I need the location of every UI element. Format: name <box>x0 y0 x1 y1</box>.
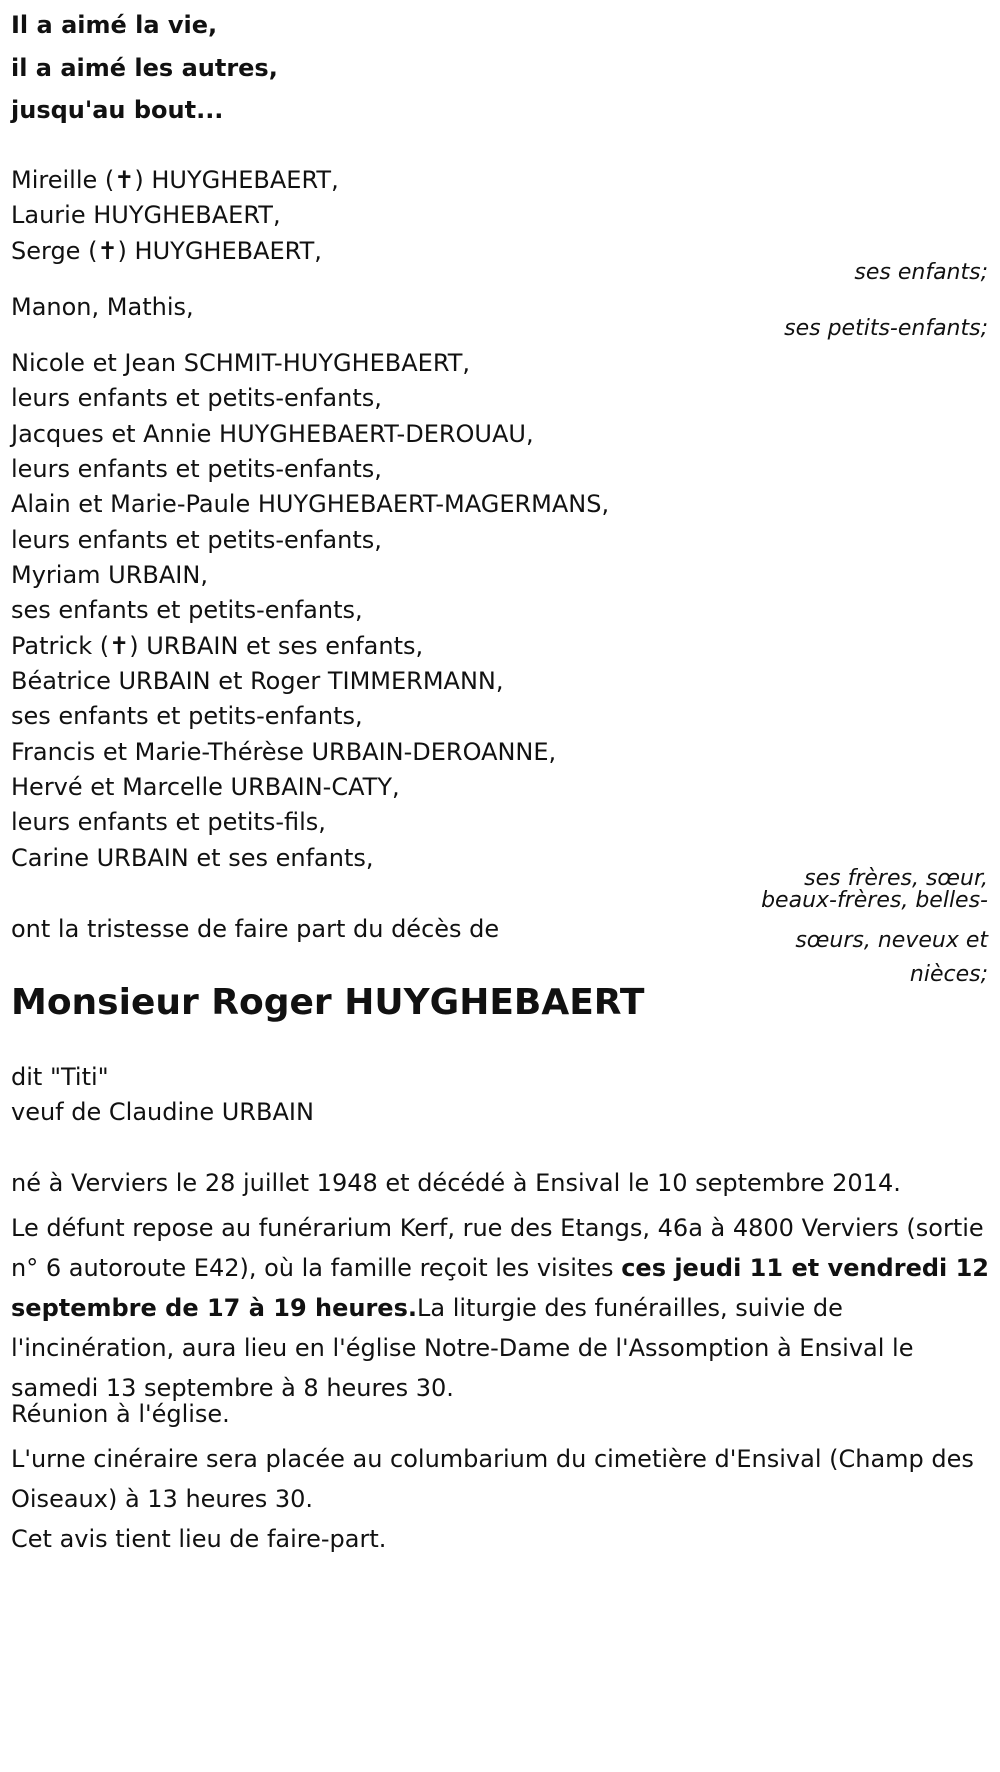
sibling-line: ses enfants et petits-enfants, <box>11 596 363 624</box>
grandchildren-role: ses petits-enfants; <box>784 316 988 341</box>
sibling-line: Béatrice URBAIN et Roger TIMMERMANN, <box>11 667 504 695</box>
sibling-line: ses enfants et petits-enfants, <box>11 702 363 730</box>
widower-of: veuf de Claudine URBAIN <box>11 1098 314 1126</box>
siblings-role-line: nièces; <box>909 962 988 987</box>
motto-line-2: il a aimé les autres, <box>11 54 278 82</box>
sibling-line: Carine URBAIN et ses enfants, <box>11 844 374 872</box>
nickname: dit "Titi" <box>11 1063 109 1091</box>
deceased-name: Monsieur Roger HUYGHEBAERT <box>11 982 645 1023</box>
sibling-line: Patrick (✝) URBAIN et ses enfants, <box>11 632 424 660</box>
sibling-line: Myriam URBAIN, <box>11 561 208 589</box>
child-name: Laurie HUYGHEBAERT, <box>11 201 281 229</box>
child-name: Mireille (✝) HUYGHEBAERT, <box>11 166 339 194</box>
children-role: ses enfants; <box>854 260 988 285</box>
funeral-details-paragraph <box>11 1208 991 1408</box>
grandchildren-names: Manon, Mathis, <box>11 293 194 321</box>
sibling-line: Jacques et Annie HUYGHEBAERT-DEROUAU, <box>11 420 534 448</box>
sibling-line: leurs enfants et petits-fils, <box>11 808 326 836</box>
sibling-line: leurs enfants et petits-enfants, <box>11 526 382 554</box>
motto-line-3: jusqu'au bout... <box>11 96 224 124</box>
siblings-role-line: ses frères, sœur, <box>804 866 988 891</box>
urn-text: L'urne cinéraire sera placée au columbarium du cimetière d'Ensival (Champ des Oiseaux) à 13 heures 30. <box>11 1445 974 1513</box>
visiting-hours: ces jeudi 11 et vendredi 12 septembre de 17 à 19 heures. <box>11 1254 990 1322</box>
sibling-line: Francis et Marie-Thérèse URBAIN-DEROANNE, <box>11 738 557 766</box>
meeting-text: Réunion à l'église. <box>11 1400 230 1428</box>
sibling-line: leurs enfants et petits-enfants, <box>11 455 382 483</box>
birth-death-text: né à Verviers le 28 juillet 1948 et décédé à Ensival le 10 septembre 2014. <box>11 1169 901 1197</box>
funeral-intro: Le défunt repose au funérarium Kerf, rue des Etangs, 46a à 4800 Verviers (sortie n° 6 autoroute E42), où la famille reçoit les visites <box>11 1214 984 1282</box>
notice-text: Cet avis tient lieu de faire-part. <box>11 1525 387 1553</box>
siblings-role-bottom <box>740 924 1000 992</box>
siblings-role-top <box>740 868 1000 912</box>
announcement-text: ont la tristesse de faire part du décès de <box>11 915 500 943</box>
child-name: Serge (✝) HUYGHEBAERT, <box>11 237 322 265</box>
siblings-role-line: beaux-frères, belles- <box>761 888 988 913</box>
motto-line-1: Il a aimé la vie, <box>11 11 218 39</box>
sibling-line: leurs enfants et petits-enfants, <box>11 384 382 412</box>
sibling-line: Nicole et Jean SCHMIT-HUYGHEBAERT, <box>11 349 471 377</box>
liturgy-text: La liturgie des funérailles, suivie de l'incinération, aura lieu en l'église Notre-Dame de l'Assomption à Ensival le samedi 13 septembre à 8 heures 30. <box>11 1294 914 1402</box>
siblings-role-line: sœurs, neveux et <box>795 928 988 953</box>
sibling-line: Hervé et Marcelle URBAIN-CATY, <box>11 773 400 801</box>
sibling-line: Alain et Marie-Paule HUYGHEBAERT-MAGERMANS, <box>11 490 610 518</box>
